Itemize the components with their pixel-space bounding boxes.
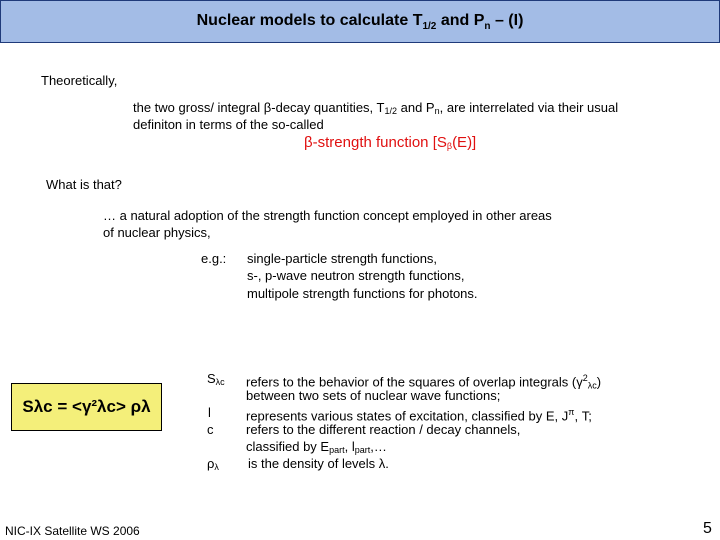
strength-function-formula: Sλc = <γ²λc> ρλ: [11, 383, 162, 431]
def3-a: represents various states of excitation, classified by E, J: [246, 408, 569, 424]
symbol-rho-lambda: [207, 455, 219, 476]
eg-item-1: single-particle strength functions,: [247, 251, 438, 266]
def1-a: refers to the behavior of the squares of overlap integrals (γ: [246, 374, 583, 390]
title-tail: – (I): [490, 12, 524, 29]
definition-line-6: is the density of levels λ.: [248, 456, 389, 471]
symbol-rho: ρ: [207, 456, 215, 471]
para1-line1-c: , are interrelated via their usual: [439, 100, 619, 115]
definition-line-4: refers to the different reaction / decay channels,: [246, 422, 521, 437]
theoretically-label: Theoretically,: [41, 73, 118, 88]
para1-line2: definiton in terms of the so-called: [133, 117, 324, 132]
def5-sub1: part: [329, 445, 345, 455]
definition-line-2: between two sets of nuclear wave functions;: [246, 388, 501, 403]
def5-c: ,…: [370, 439, 387, 454]
footer-conference: NIC-IX Satellite WS 2006: [5, 524, 140, 538]
page-number: 5: [703, 520, 712, 537]
symbol-l: l: [208, 405, 211, 420]
eg-label: e.g.:: [201, 251, 227, 266]
title-sub-half-life: 1/2: [422, 21, 437, 33]
para1-sub-half-life: 1/2: [384, 106, 397, 116]
symbol-s-lambda-c: [207, 370, 225, 391]
symbol-rho-sub: λ: [214, 462, 219, 472]
beta-strength-heading: [304, 134, 476, 155]
symbol-s: S: [207, 371, 216, 386]
symbol-s-sub: λc: [215, 377, 225, 387]
beta-heading-tail: (E)]: [452, 134, 477, 151]
symbol-c: c: [207, 422, 214, 437]
beta-heading-sub: β: [446, 141, 453, 151]
slide-title: [0, 0, 720, 43]
def5-b: , l: [344, 439, 355, 454]
para2-line1: … a natural adoption of the strength function concept employed in other areas: [103, 208, 552, 223]
para1-line1-b: and P: [397, 100, 435, 115]
eg-item-2: s-, p-wave neutron strength functions,: [247, 268, 465, 283]
title-sub-pn: n: [484, 21, 491, 33]
def5-sub2: part: [354, 445, 371, 455]
title-main: Nuclear models to calculate T: [196, 12, 423, 29]
def3-sup: π: [568, 407, 575, 417]
def1-sup: 2: [582, 373, 588, 383]
def5-a: classified by E: [246, 439, 330, 454]
beta-heading-text: β-strength function [S: [304, 134, 447, 151]
what-is-that-label: What is that?: [46, 177, 122, 192]
para2-line2: of nuclear physics,: [103, 225, 211, 240]
def1-b: ): [596, 374, 602, 390]
eg-item-3: multipole strength functions for photons.: [247, 286, 478, 301]
para1-sub-n: n: [434, 106, 440, 116]
def3-b: , T;: [574, 408, 592, 424]
para1-line1-a: the two gross/ integral β-decay quantities, T: [133, 100, 385, 115]
def1-sub: λc: [587, 380, 597, 391]
title-and: and P: [436, 12, 485, 29]
